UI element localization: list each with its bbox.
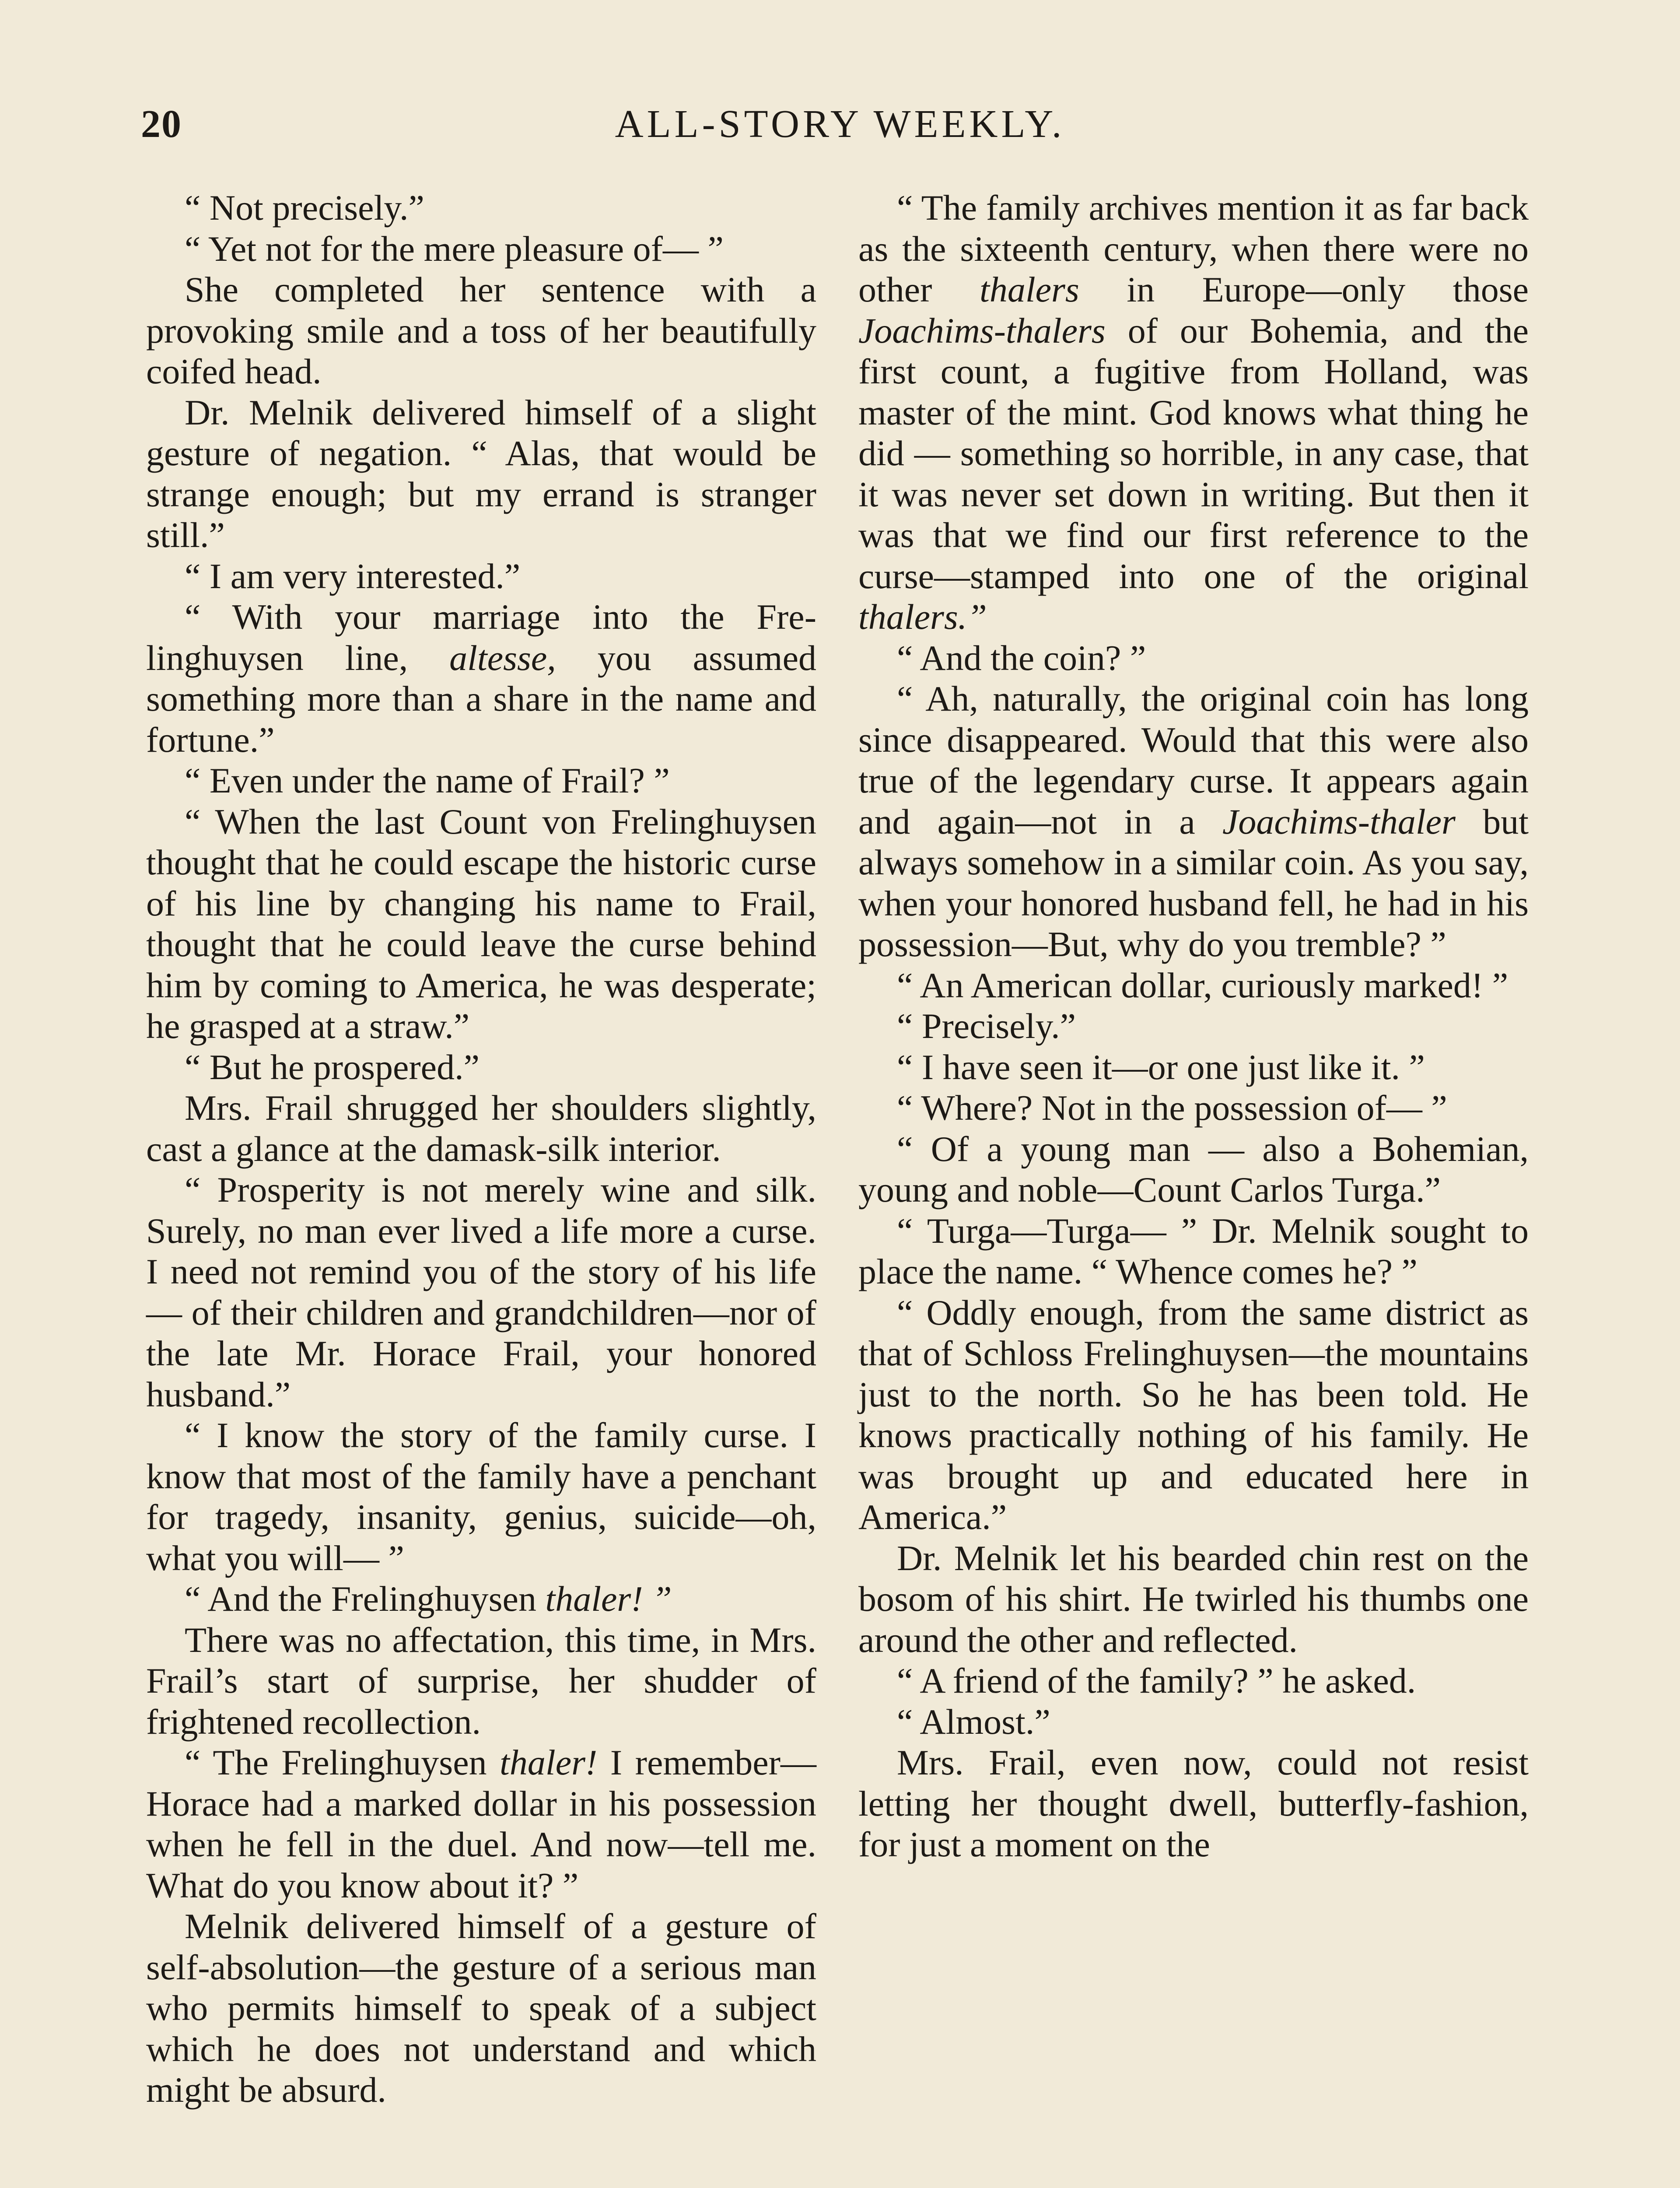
text-run: “ Prosperity is not merely wine and silk. Surely, no man ever lived a life more a curse. I need not remind you of the story of his life — of their children and grandchildren—nor of the late Mr. Horace Frail, your honored husband.” <box>146 1170 816 1414</box>
right-column <box>858 187 1529 1865</box>
text-run: in Europe—only those <box>1079 270 1529 309</box>
paragraph <box>146 760 816 801</box>
italic-text: thaler! ” <box>545 1579 672 1619</box>
text-run: “ Ah, naturally, the original coin has long since disappeared. Would that this were also true of the legendary curse. It appears again and again—not in a <box>858 679 1529 842</box>
text-run: “ The family archives mention it as far back as the sixteenth century, when there were no other <box>858 188 1529 309</box>
text-run: She completed her sentence with a provoking smile and a toss of her beautifully coifed head. <box>146 270 816 391</box>
paragraph <box>146 596 816 760</box>
paragraph <box>146 1742 816 1906</box>
italic-text: altesse, <box>449 638 556 678</box>
italic-text: Joachims-thalers <box>858 310 1106 351</box>
paragraph <box>858 187 1529 638</box>
text-run: “ A friend of the family? ” he asked. <box>897 1661 1416 1701</box>
paragraph <box>858 1538 1529 1661</box>
text-run: “ But he prospered.” <box>185 1047 480 1087</box>
paragraph <box>858 1292 1529 1538</box>
text-run: “ With your marriage into the Frelinghuysen line, <box>146 597 816 678</box>
paragraph <box>858 1087 1529 1129</box>
text-run: “ Almost.” <box>897 1701 1050 1742</box>
text-run: “ And the coin? ” <box>897 638 1146 678</box>
text-run: Melnik delivered himself of a gesture of self-absolution—the gesture of a serious man who permits himself to speak of a subject which he does not understand and which might be absurd. <box>146 1906 816 2110</box>
paragraph <box>146 801 816 1047</box>
paragraph <box>858 965 1529 1006</box>
paragraph <box>146 392 816 556</box>
text-run: I remember—Horace had a marked dollar in his possession when he fell in the duel. And now—tell me. What do you know about it? ” <box>146 1743 817 1905</box>
italic-text: thalers <box>980 270 1079 309</box>
text-run: “ Not precisely.” <box>185 188 424 228</box>
paragraph <box>858 678 1529 965</box>
text-run: “ I have seen it—or one just like it. ” <box>897 1047 1425 1087</box>
paragraph <box>146 1415 816 1578</box>
paragraph <box>146 228 816 270</box>
italic-text: thalers.” <box>858 597 987 637</box>
left-column <box>146 187 816 2111</box>
italic-text: thaler! <box>500 1743 598 1782</box>
text-run: “ Where? Not in the possession of— ” <box>897 1088 1447 1128</box>
paragraph <box>146 1169 816 1415</box>
paragraph <box>146 1620 816 1743</box>
text-run: “ Turga—Turga— ” Dr. Melnik sought to place the name. “ Whence comes he? ” <box>858 1210 1529 1291</box>
text-run: “ Of a young man — also a Bohemian, young and noble—Count Carlos Turga.” <box>858 1129 1529 1210</box>
text-run: “ I know the story of the family curse. I know that most of the family have a penchant for tragedy, insanity, genius, suicide—oh, what you will— ” <box>146 1415 816 1578</box>
paragraph <box>858 1701 1529 1743</box>
page-number: 20 <box>141 102 182 146</box>
running-head: ALL-STORY WEEKLY. <box>615 102 1065 146</box>
paragraph <box>146 187 816 228</box>
paragraph <box>146 1047 816 1088</box>
text-run: “ Even under the name of Frail? ” <box>185 761 670 800</box>
text-run: “ Precisely.” <box>897 1006 1076 1046</box>
text-run: Dr. Melnik let his bearded chin rest on the bosom of his shirt. He twirled his thumbs one around the other and reflected. <box>858 1538 1529 1660</box>
text-run: Mrs. Frail, even now, could not resist letting her thought dwell, butterfly-fashion, for just a moment on the <box>858 1743 1529 1864</box>
paragraph <box>146 1578 816 1620</box>
text-run: but always somehow in a similar coin. As you say, when your honored husband fell, he had in his possession—But, why do you tremble? ” <box>858 801 1529 964</box>
paragraph <box>146 1906 816 2111</box>
text-run: “ Yet not for the mere pleasure of— ” <box>185 228 724 269</box>
text-run: “ And the Frelinghuysen <box>185 1579 546 1619</box>
paragraph <box>858 1006 1529 1047</box>
text-run: of our Bohemia, and the first count, a fugitive from Holland, was master of the mint. God knows what thing he did — something so horrible, in any case, that it was never set down in writing. But then it was that we find our first reference to the curse—stamped into one of the original <box>858 310 1529 596</box>
text-run: “ The Frelinghuysen <box>185 1743 500 1782</box>
text-run: “ When the last Count von Frelinghuysen thought that he could escape the historic curse of his line by changing his name to Frail, thought that he could leave the curse behind him by coming to America, he was desperate; he grasped at a straw.” <box>146 801 816 1046</box>
text-run: you assumed something more than a share in the name and fortune.” <box>146 638 816 760</box>
text-run: Mrs. Frail shrugged her shoulders slightly, cast a glance at the damask-silk interior. <box>146 1088 816 1169</box>
paragraph <box>146 1087 816 1169</box>
paragraph <box>858 1129 1529 1210</box>
text-run: “ I am very interested.” <box>185 556 521 596</box>
paragraph <box>858 638 1529 679</box>
text-run: “ An American dollar, curiously marked! ” <box>897 965 1508 1005</box>
italic-text: Joachims-thaler <box>1222 801 1456 842</box>
paragraph <box>146 269 816 392</box>
paragraph <box>146 556 816 597</box>
text-run: “ Oddly enough, from the same district as that of Schloss Frelinghuysen—the mountains just to the north. So he has been told. He knows practically nothing of his family. He was brought up and educated here in America.” <box>858 1292 1529 1537</box>
paragraph <box>858 1742 1529 1865</box>
paragraph <box>858 1660 1529 1701</box>
text-run: Dr. Melnik delivered himself of a slight gesture of negation. “ Alas, that would be strange enough; but my errand is stranger still.” <box>146 392 816 555</box>
paragraph <box>858 1210 1529 1292</box>
paragraph <box>858 1047 1529 1088</box>
text-run: There was no affectation, this time, in Mrs. Frail’s start of surprise, her shudder of frightened recollection. <box>146 1620 816 1742</box>
